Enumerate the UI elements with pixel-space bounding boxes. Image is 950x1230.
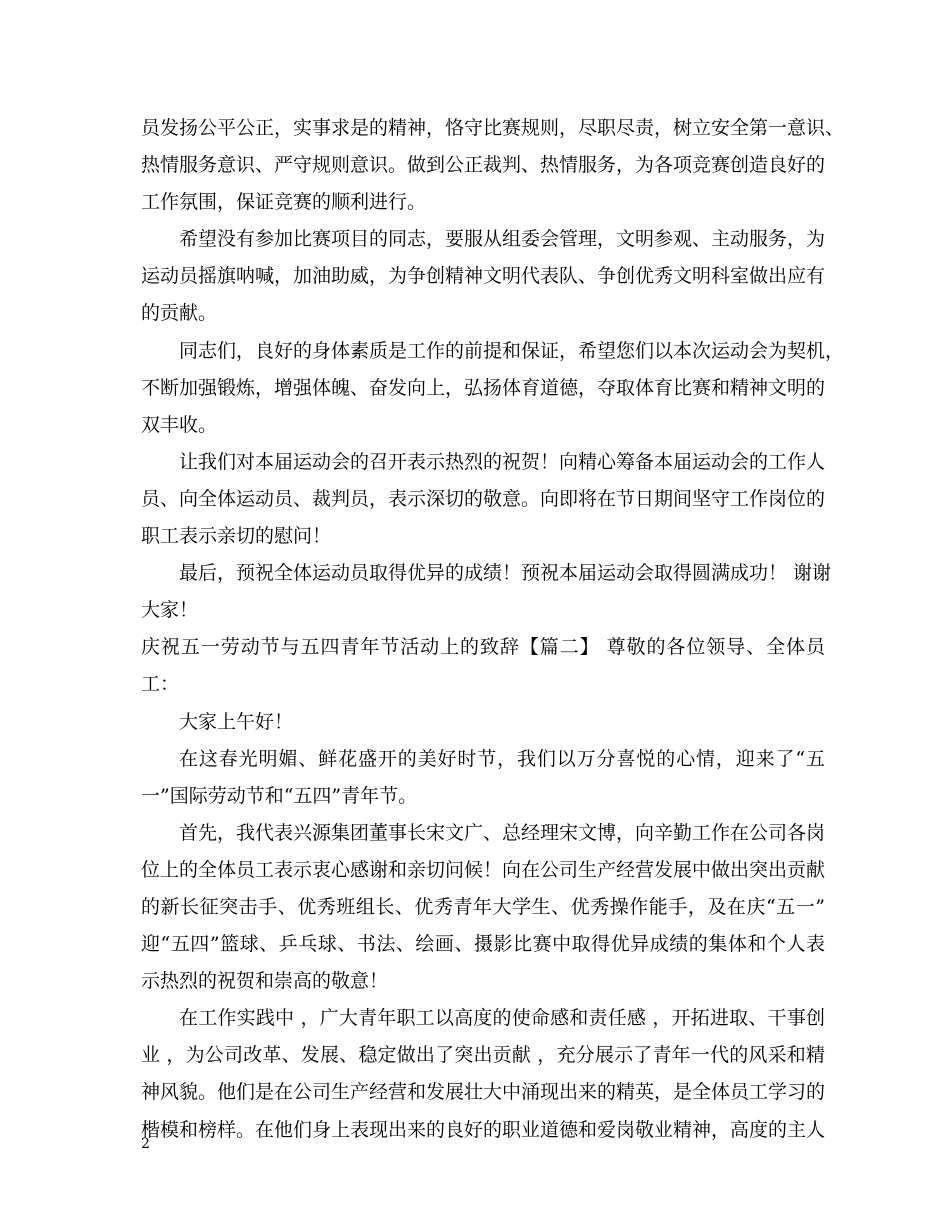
text-line: 工： (141, 673, 180, 696)
text-line: 希望没有参加比赛项目的同志，要服从组委会管理，文明参观、主动服务，为 (179, 228, 826, 251)
text-line: 在工作实践中 ，广大青年职工以高度的使命感和责任感 ，开拓进取、干事创 (179, 1007, 825, 1030)
text-line: 一”国际劳动节和“五四”青年节。 (141, 784, 418, 807)
text-line: 首先，我代表兴源集团董事长宋文广、总经理宋文博，向辛勤工作在公司各岗 (179, 821, 826, 844)
text-line: 神风貌。他们是在公司生产经营和发展壮大中涌现出来的精英，是全体员工学习的 (141, 1081, 826, 1104)
text-line: 大家上午好！ (179, 710, 294, 733)
text-line: 不断加强锻炼，增强体魄、奋发向上，弘扬体育道德，夺取体育比赛和精神文明的 (141, 376, 826, 399)
text-line: 的新长征突击手、优秀班组长、优秀青年大学生、优秀操作能手，及在庆“五一” (141, 895, 825, 918)
text-line: 庆祝五一劳动节与五四青年节活动上的致辞【篇二】 尊敬的各位领导、全体员 (141, 636, 825, 659)
text-line: 职工表示亲切的慰问！ (141, 525, 332, 548)
text-line: 员、向全体运动员、裁判员，表示深切的敬意。向即将在节日期间坚守工作岗位的 (141, 487, 826, 510)
text-line: 业 ，为公司改革、发展、稳定做出了突出贡献 ，充分展示了青年一代的风采和精 (141, 1044, 825, 1067)
text-line: 在这春光明媚、鲜花盛开的美好时节，我们以万分喜悦的心情，迎来了“五 (179, 747, 825, 770)
text-line: 员发扬公平公正，实事求是的精神，恪守比赛规则，尽职尽责，树立安全第一意识、 (141, 117, 845, 139)
text-line: 工作氛围，保证竞赛的顺利进行。 (141, 191, 427, 214)
text-line: 位上的全体员工表示衷心感谢和亲切问候！向在公司生产经营发展中做出突出贡献 (141, 858, 826, 881)
text-line: 迎“五四”篮球、乒乓球、书法、绘画、摄影比赛中取得优异成绩的集体和个人表 (141, 933, 825, 956)
text-line: 同志们，良好的身体素质是工作的前提和保证，希望您们以本次运动会为契机， (179, 339, 845, 362)
text-line: 大家！ (141, 599, 199, 622)
text-line: 最后，预祝全体运动员取得优异的成绩！预祝本届运动会取得圆满成功！ 谢谢 (179, 562, 832, 585)
text-line: 示热烈的祝贺和崇高的敬意！ (141, 970, 389, 993)
text-line: 楷模和榜样。在他们身上表现出来的良好的职业道德和爱岗敬业精神，高度的主人 (141, 1118, 826, 1141)
text-line: 热情服务意识、严守规则意识。做到公正裁判、热情服务，为各项竞赛创造良好的 (141, 154, 826, 177)
page-number: 2 (141, 1136, 150, 1152)
text-line: 运动员摇旗呐喊，加油助威，为争创精神文明代表队、争创优秀文明科室做出应有 (141, 265, 826, 288)
text-line: 的贡献。 (141, 302, 218, 325)
text-line: 双丰收。 (141, 413, 218, 436)
text-line: 让我们对本届运动会的召开表示热烈的祝贺！向精心筹备本届运动会的工作人 (179, 450, 826, 473)
body-text (141, 110, 845, 1149)
